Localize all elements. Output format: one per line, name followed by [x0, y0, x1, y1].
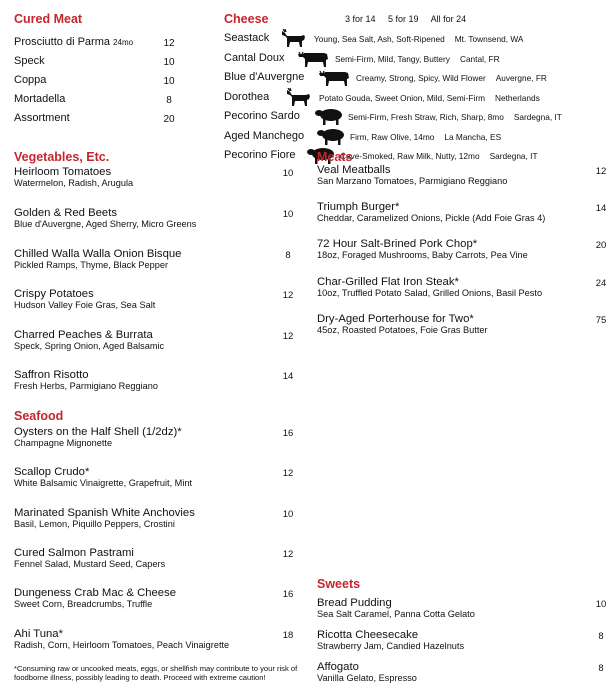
cheese-name: Cantal Doux [224, 51, 285, 64]
cheese-description [314, 34, 523, 44]
item-name: Charred Peaches & Burrata [14, 329, 153, 341]
menu-item [14, 207, 296, 229]
item-name: Dry-Aged Porterhouse for Two* [317, 313, 474, 325]
menu-item [317, 661, 607, 683]
item-description: Sweet Corn, Breadcrumbs, Truffle [14, 599, 153, 609]
menu-item [317, 313, 607, 335]
item-name: Prosciutto di Parma [14, 36, 110, 48]
cheese-origin: Sardegna, IT [489, 151, 538, 161]
menu-item [14, 166, 296, 188]
cheese-notes: Creamy, Strong, Spicy, Wild Flower [356, 73, 486, 83]
menu-item [14, 587, 296, 609]
cheese-pricing [345, 14, 476, 24]
menu-item [14, 112, 184, 124]
cheese-item [224, 51, 500, 71]
item-description: Radish, Corn, Heirloom Tomatoes, Peach Vinaigrette [14, 640, 230, 650]
menu-item [14, 547, 296, 569]
menu-item [14, 507, 296, 529]
cheese-notes: Semi-Firm, Mild, Tangy, Buttery [335, 53, 450, 64]
item-name: Mortadella [14, 93, 66, 105]
item-description: 18oz, Foraged Mushrooms, Baby Carrots, Pea Vine [317, 250, 528, 260]
item-description: 10oz, Truffled Potato Salad, Grilled Onions, Basil Pesto [317, 288, 543, 298]
menu-item [14, 426, 296, 448]
item-name: Ahi Tuna* [14, 628, 63, 640]
sheep-icon [314, 107, 344, 128]
item-description: White Balsamic Vinaigrette, Grapefruit, Mint [14, 478, 193, 488]
item-name: Chilled Walla Walla Onion Bisque [14, 248, 182, 260]
item-description: San Marzano Tomatoes, Parmigiano Reggiano [317, 176, 508, 186]
item-name: Char-Grilled Flat Iron Steak* [317, 276, 459, 288]
cow-icon [297, 49, 331, 70]
item-price: 24 [595, 278, 607, 289]
menu-item [14, 628, 296, 650]
item-name: Triumph Burger* [317, 201, 400, 213]
item-price: 16 [282, 589, 294, 600]
item-price: 10 [163, 76, 175, 87]
item-price: 8 [598, 631, 604, 642]
cheese-origin: Sardegna, IT [513, 112, 562, 122]
menu-item [317, 629, 607, 651]
item-price: 14 [282, 371, 294, 382]
item-description: Cheddar, Caramelized Onions, Pickle (Add Foie Gras 4) [317, 213, 546, 223]
item-description: Champagne Mignonette [14, 438, 113, 448]
cheese-description [350, 132, 501, 142]
cheese-item [224, 32, 524, 51]
pricing-option: All for 24 [430, 14, 467, 24]
disclaimer: *Consuming raw or uncooked meats, eggs, or shellfish may contribute to your risk of foodborne illness, possibly leading to death. Proceed with extreme caution! [14, 664, 298, 682]
cheese-notes: Firm, Raw Olive, 14mo [350, 131, 435, 142]
menu-item [317, 597, 607, 619]
item-description: Vanilla Gelato, Espresso [317, 673, 417, 683]
item-name: Speck [14, 55, 45, 67]
item-price: 20 [163, 114, 175, 125]
cheese-name: Pecorino Sardo [224, 110, 300, 122]
cheese-name: Pecorino Fiore [224, 149, 296, 161]
item-description: Speck, Spring Onion, Aged Balsamic [14, 341, 165, 351]
cheese-origin: Netherlands [495, 92, 540, 103]
item-name: Marinated Spanish White Anchovies [14, 507, 195, 519]
item-price: 12 [282, 468, 294, 479]
item-price: 12 [282, 331, 294, 342]
menu-item [14, 369, 296, 391]
item-price: 12 [282, 290, 294, 301]
menu-item [14, 55, 184, 67]
item-name: Coppa [14, 74, 47, 86]
item-price: 14 [595, 203, 607, 214]
cheese-name: Aged Manchego [224, 129, 305, 142]
menu-item [14, 74, 184, 86]
item-price: 10 [282, 209, 294, 220]
meats-heading: Meats [317, 150, 353, 164]
goat-icon [280, 29, 310, 50]
item-name: Golden & Red Beets [14, 207, 117, 219]
menu-item [14, 36, 184, 48]
item-price: 8 [598, 663, 604, 674]
item-description: Blue d'Auvergne, Aged Sherry, Micro Greens [14, 219, 197, 229]
item-name: Scallop Crudo* [14, 466, 90, 478]
cow-icon [318, 68, 352, 89]
item-name: Heirloom Tomatoes [14, 166, 112, 178]
item-description: Fennel Salad, Mustard Seed, Capers [14, 559, 166, 569]
item-price: 10 [163, 57, 175, 68]
menu-item [14, 93, 184, 105]
item-price: 12 [163, 38, 175, 49]
cheese-notes: Semi-Firm, Fresh Straw, Rich, Sharp, 8mo [348, 112, 504, 122]
cheese-origin: Mt. Townsend, WA [454, 34, 524, 44]
cheese-description [348, 112, 562, 122]
cheese-item [224, 110, 562, 129]
cheese-name: Dorothea [224, 90, 270, 103]
item-price: 12 [595, 166, 607, 177]
cheese-description [340, 151, 538, 161]
item-name: Dungeness Crab Mac & Cheese [14, 587, 177, 599]
item-price: 8 [166, 95, 172, 106]
item-age: 24mo [113, 38, 134, 47]
item-name: Ricotta Cheesecake [317, 629, 419, 641]
item-name: Affogato [317, 661, 359, 673]
item-price: 8 [285, 250, 291, 261]
menu-item [14, 288, 296, 310]
item-name: Veal Meatballs [317, 164, 391, 176]
item-name: Cured Salmon Pastrami [14, 547, 134, 559]
item-price: 18 [282, 630, 294, 641]
item-name: Oysters on the Half Shell (1/2dz)* [14, 426, 182, 438]
item-name: Bread Pudding [317, 597, 392, 609]
menu-item [317, 276, 607, 298]
goat-icon [285, 88, 315, 109]
item-name: Saffron Risotto [14, 369, 89, 381]
vegetables-heading: Vegetables, Etc. [14, 150, 110, 164]
item-name: 72 Hour Salt-Brined Pork Chop* [317, 238, 478, 250]
cheese-heading: Cheese [224, 12, 269, 26]
cheese-origin: Cantal, FR [459, 53, 500, 64]
cheese-origin: La Mancha, ES [444, 131, 502, 142]
cheese-notes: Cave-Smoked, Raw Milk, Nutty, 12mo [340, 151, 480, 161]
item-description: Basil, Lemon, Piquillo Peppers, Crostini [14, 519, 175, 529]
cheese-item [224, 90, 540, 110]
item-price: 20 [595, 240, 607, 251]
item-price: 16 [282, 428, 294, 439]
menu-item [317, 164, 607, 186]
menu-item [317, 201, 607, 223]
item-name: Assortment [14, 112, 70, 124]
cured-meat-heading: Cured Meat [14, 12, 83, 26]
item-description: Sea Salt Caramel, Panna Cotta Gelato [317, 609, 475, 619]
pricing-option: 3 for 14 [345, 14, 376, 24]
cheese-item [224, 129, 502, 149]
menu-item [14, 248, 296, 270]
item-price: 10 [282, 509, 294, 520]
menu-item [317, 238, 607, 260]
item-description: 45oz, Roasted Potatoes, Foie Gras Butter [317, 325, 488, 335]
menu-item [14, 329, 296, 351]
cheese-description [335, 54, 500, 64]
cheese-notes: Young, Sea Salt, Ash, Soft-Ripened [314, 34, 445, 44]
cheese-name: Blue d'Auvergne [224, 71, 305, 83]
item-description: Watermelon, Radish, Arugula [14, 178, 134, 188]
cheese-description [319, 93, 540, 103]
pricing-option: 5 for 19 [388, 14, 419, 24]
cheese-name: Seastack [224, 32, 270, 44]
item-description: Pickled Ramps, Thyme, Black Pepper [14, 260, 169, 270]
item-description: Fresh Herbs, Parmigiano Reggiano [14, 381, 159, 391]
sweets-heading: Sweets [317, 577, 361, 591]
cheese-description [356, 73, 547, 83]
cheese-notes: Potato Gouda, Sweet Onion, Mild, Semi-Firm [319, 92, 486, 103]
item-price: 10 [282, 168, 294, 179]
menu-item [14, 466, 296, 488]
cheese-origin: Auvergne, FR [495, 73, 547, 83]
item-description: Hudson Valley Foie Gras, Sea Salt [14, 300, 156, 310]
item-price: 12 [282, 549, 294, 560]
sheep-icon [316, 127, 346, 148]
item-name: Crispy Potatoes [14, 288, 94, 300]
item-price: 75 [595, 315, 607, 326]
seafood-heading: Seafood [14, 409, 64, 423]
item-price: 10 [595, 599, 607, 610]
item-description: Strawberry Jam, Candied Hazelnuts [317, 641, 465, 651]
